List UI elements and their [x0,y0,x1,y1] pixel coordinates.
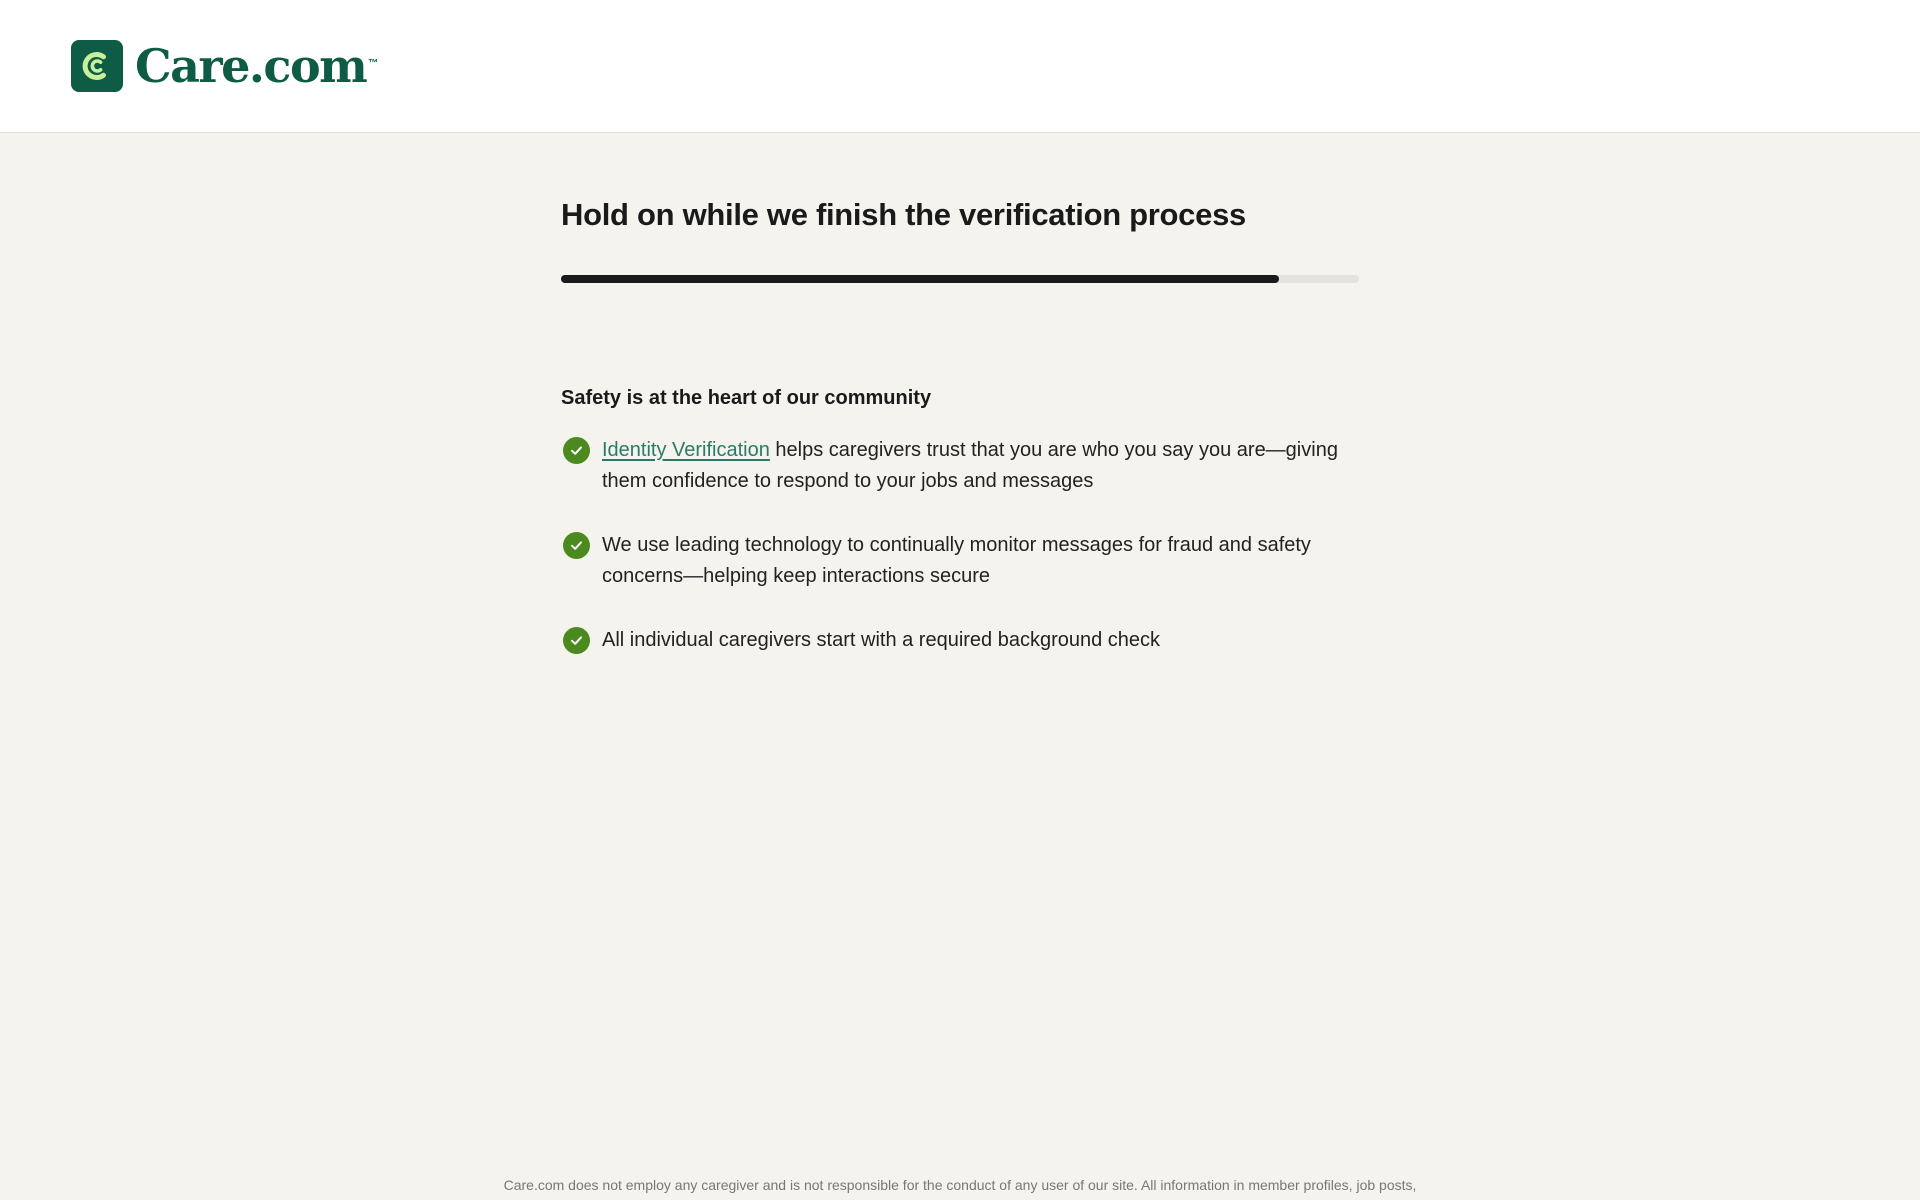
progress-bar-fill [561,275,1279,283]
identity-verification-link[interactable]: Identity Verification [602,439,770,461]
safety-item-text: We use leading technology to continually monitor messages for fraud and safety concerns—helping keep interactions secure [602,534,1311,587]
safety-item-identity [561,435,1359,497]
progress-bar [561,275,1359,283]
care-logo-link[interactable] [71,40,378,92]
site-header [0,0,1920,133]
check-circle-icon [563,437,590,464]
page-title: Hold on while we finish the verification process [561,197,1246,232]
footer-disclaimer: Care.com does not employ any caregiver and is not responsible for the conduct of any user of our site. All information in member profiles, job posts, [503,1177,1417,1193]
logo-trademark: ™ [368,58,379,69]
safety-item-text [602,435,1342,497]
safety-heading: Safety is at the heart of our community [561,387,932,409]
check-circle-icon [563,532,590,559]
logo-wordmark: Care.com [135,39,367,93]
care-logo-icon [71,40,123,92]
check-circle-icon [563,627,590,654]
verification-panel [561,195,1359,651]
safety-list [561,435,1359,689]
safety-item-description: helps caregivers trust that you are who you say you are—giving them confidence to respond to your jobs and messages [602,439,1338,492]
safety-item-text: All individual caregivers start with a required background check [602,629,1161,651]
safety-item-monitoring [561,530,1359,592]
safety-item-background-check [561,625,1359,656]
